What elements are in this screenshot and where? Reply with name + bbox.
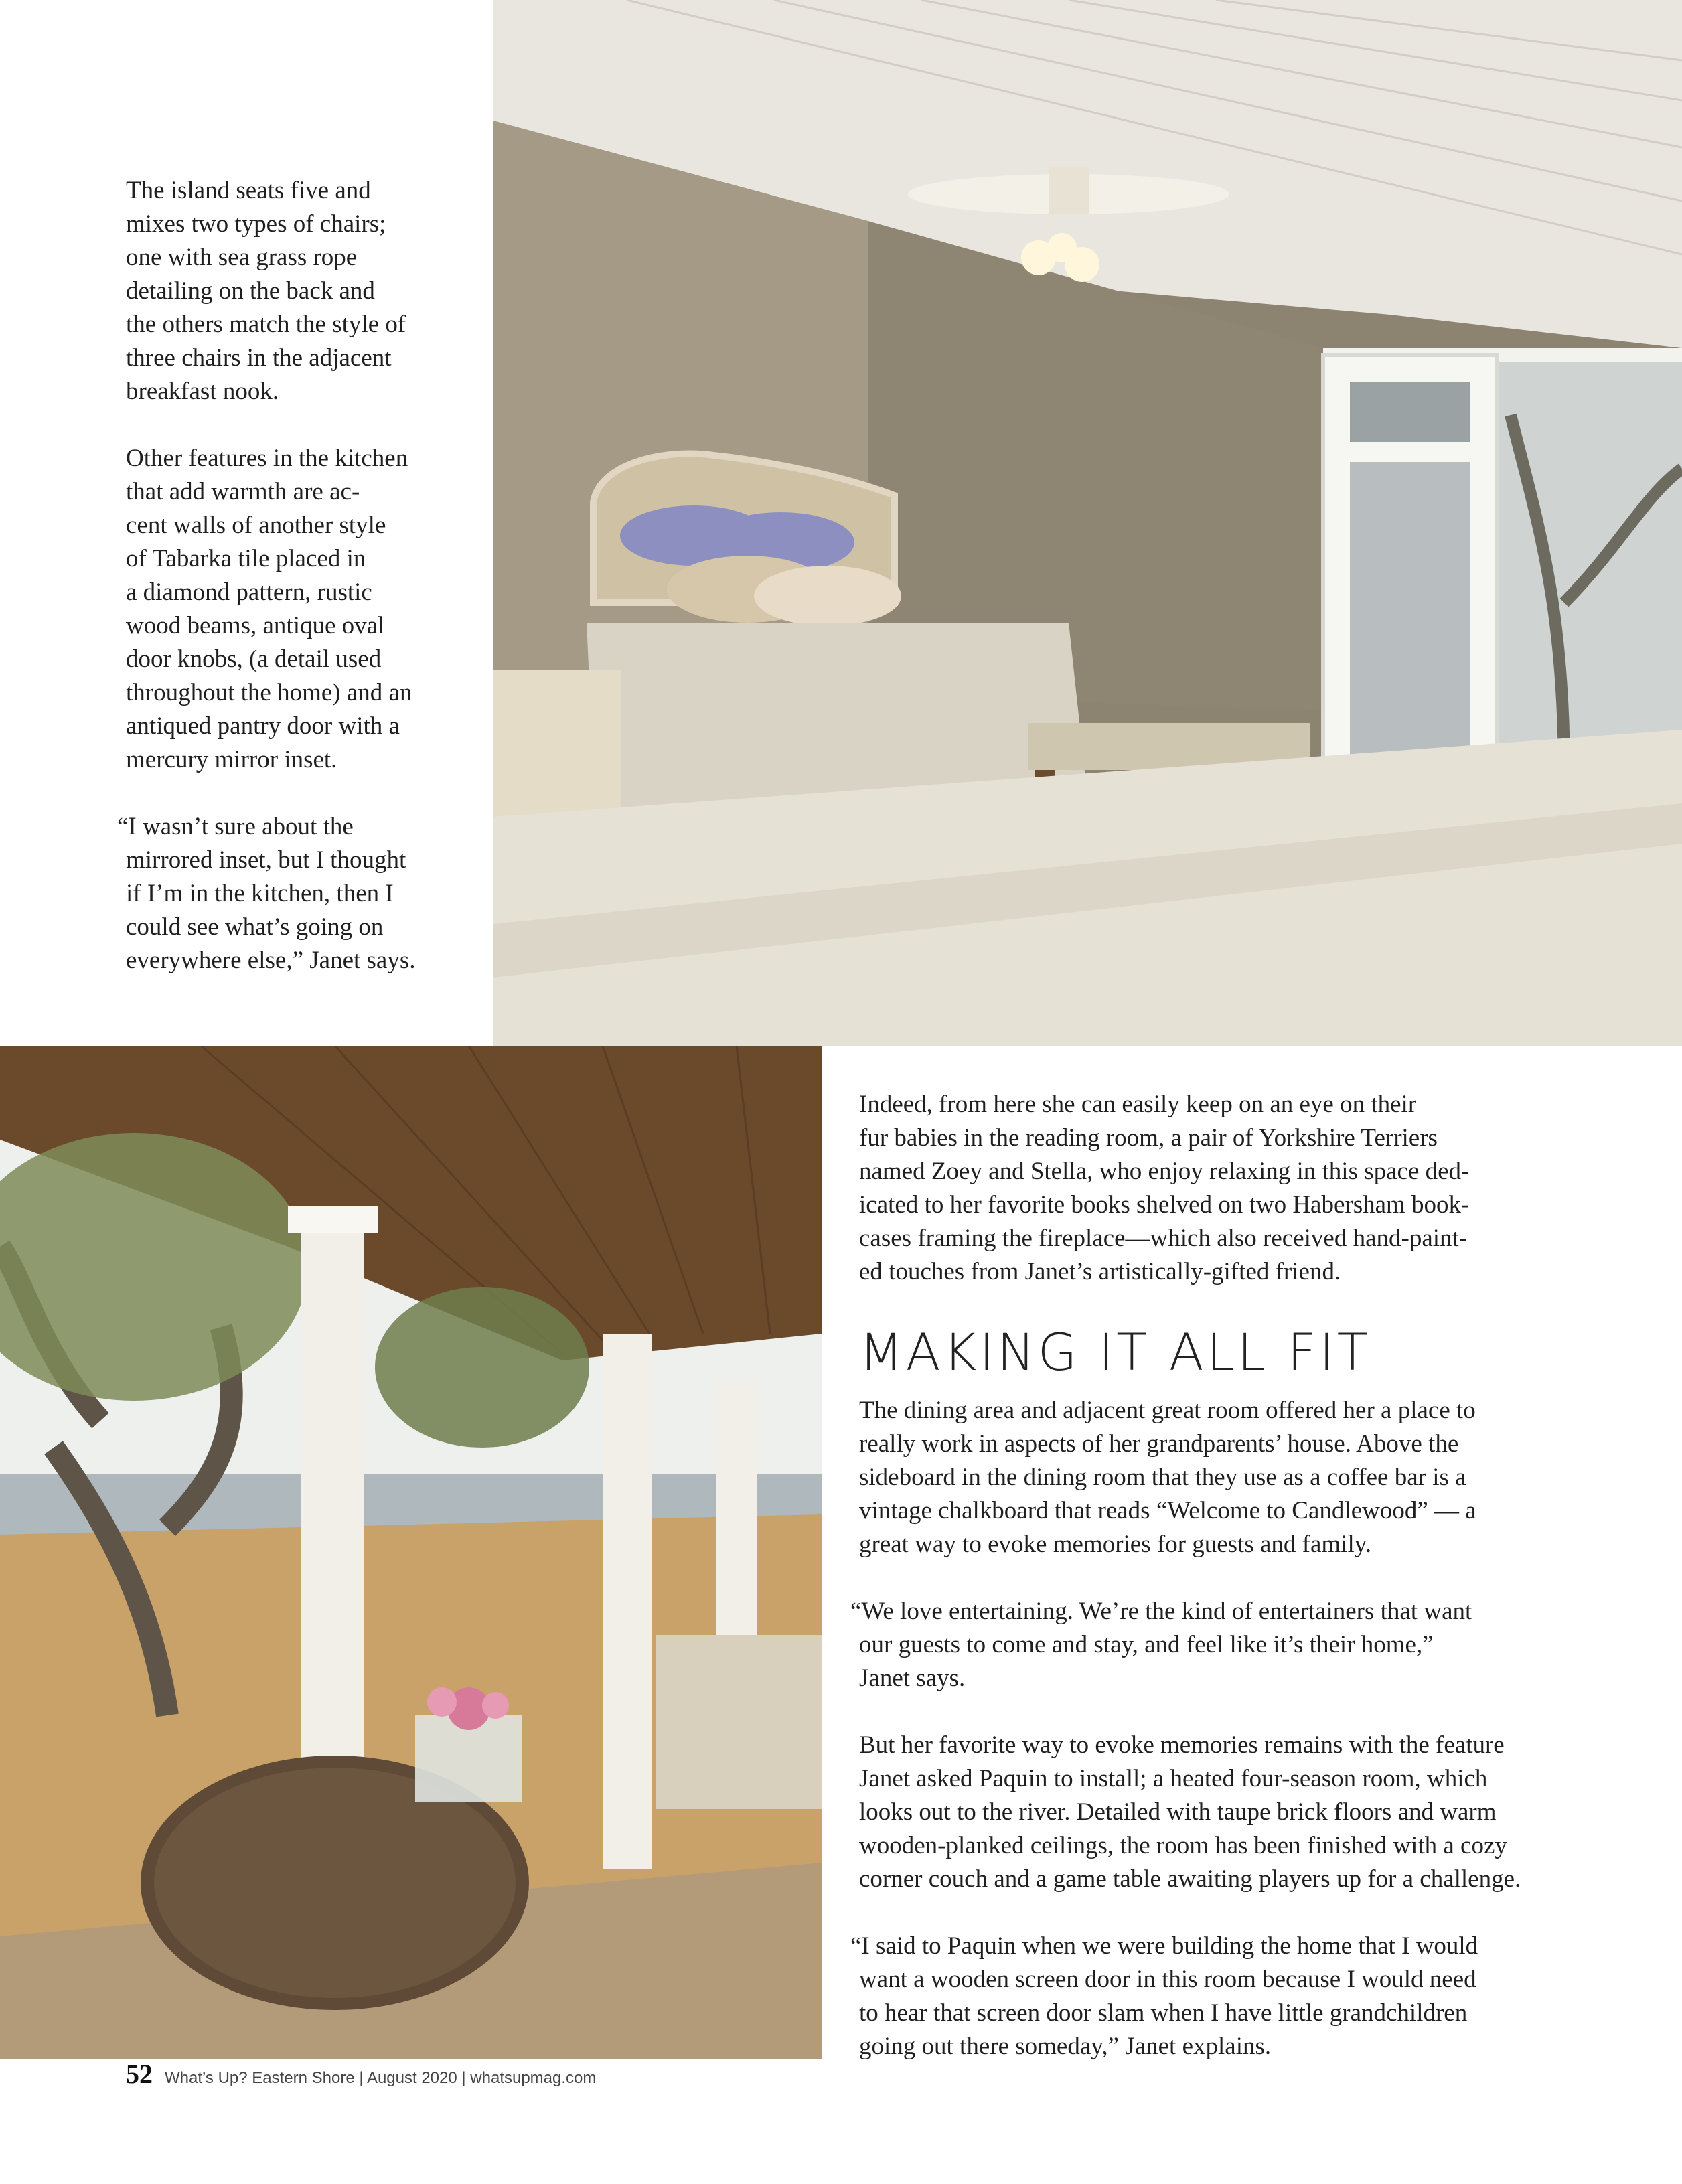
footer-info: What’s Up? Eastern Shore | August 2020 | whatsupmag.com (165, 2069, 597, 2087)
page-number: 52 (126, 2059, 153, 2089)
bedroom-photo (493, 0, 1682, 1046)
paragraph-four-season-room: But her favorite way to evoke memories remains with the feature Janet asked Paquin to install; a heated four-season room, which looks out to the river. Detailed with taupe brick floors and warm wooden-planked ceilings, the room has been finished with a cozy corner couch and a game table awaiting players up for a challenge. (859, 1731, 1521, 1893)
left-paragraph-1: The island seats five and mixes two types of chairs; one with sea grass rope detailing on the back and the others match the style of three chairs in the adjacent breakfast nook. (126, 177, 406, 405)
intro-paragraph: Indeed, from here she can easily keep on an eye on their fur babies in the reading room, a pair of Yorkshire Terriers named Zoey and Stella, who enjoy relaxing in this space ded- icated to her favorite books shelved on two Habersham book- cases framing the fireplace—which also received hand-paint- ed touches from Janet’s artistically-gifted friend. (859, 1091, 1470, 1285)
french-door (1323, 348, 1682, 790)
left-quote: “I wasn’t sure about the mirrored inset, but I thought if I’m in the kitchen, then I could see what’s going on everywhere else,” Janet says. (117, 813, 416, 974)
quote-screen-door: “I said to Paquin when we were building the home that I would want a wooden screen door in this room because I would need to hear that screen door slam when I have little grandchildren going out there someday,” Janet explains. (850, 1932, 1478, 2060)
right-text-column (850, 1394, 1596, 2097)
page-footer (126, 2058, 596, 2090)
left-paragraph-2: Other features in the kitchen that add warmth are ac- cent walls of another style of Tabarka tile placed in a diamond pattern, rustic wood beams, antique oval door knobs, (a detail used throughout the home) and an antiqued pantry door with a mercury mirror inset. (126, 445, 412, 773)
quote-entertaining: “We love entertaining. We’re the kind of entertainers that want our guests to come and stay, and feel like it’s their home,” Janet says. (850, 1597, 1472, 1692)
right-intro (859, 1088, 1596, 1322)
paragraph-dining: The dining area and adjacent great room offered her a place to really work in aspects of her grandparents’ house. Above the sideboard in the dining room that they use as a coffee bar is a vintage chalkboard that reads “Welcome to Candlewood” — a great way to evoke memories for guests and family. (859, 1397, 1476, 1558)
section-heading: MAKING IT ALL FIT (859, 1322, 1371, 1382)
left-text-column (117, 174, 461, 1011)
porch-photo (0, 1046, 822, 2059)
